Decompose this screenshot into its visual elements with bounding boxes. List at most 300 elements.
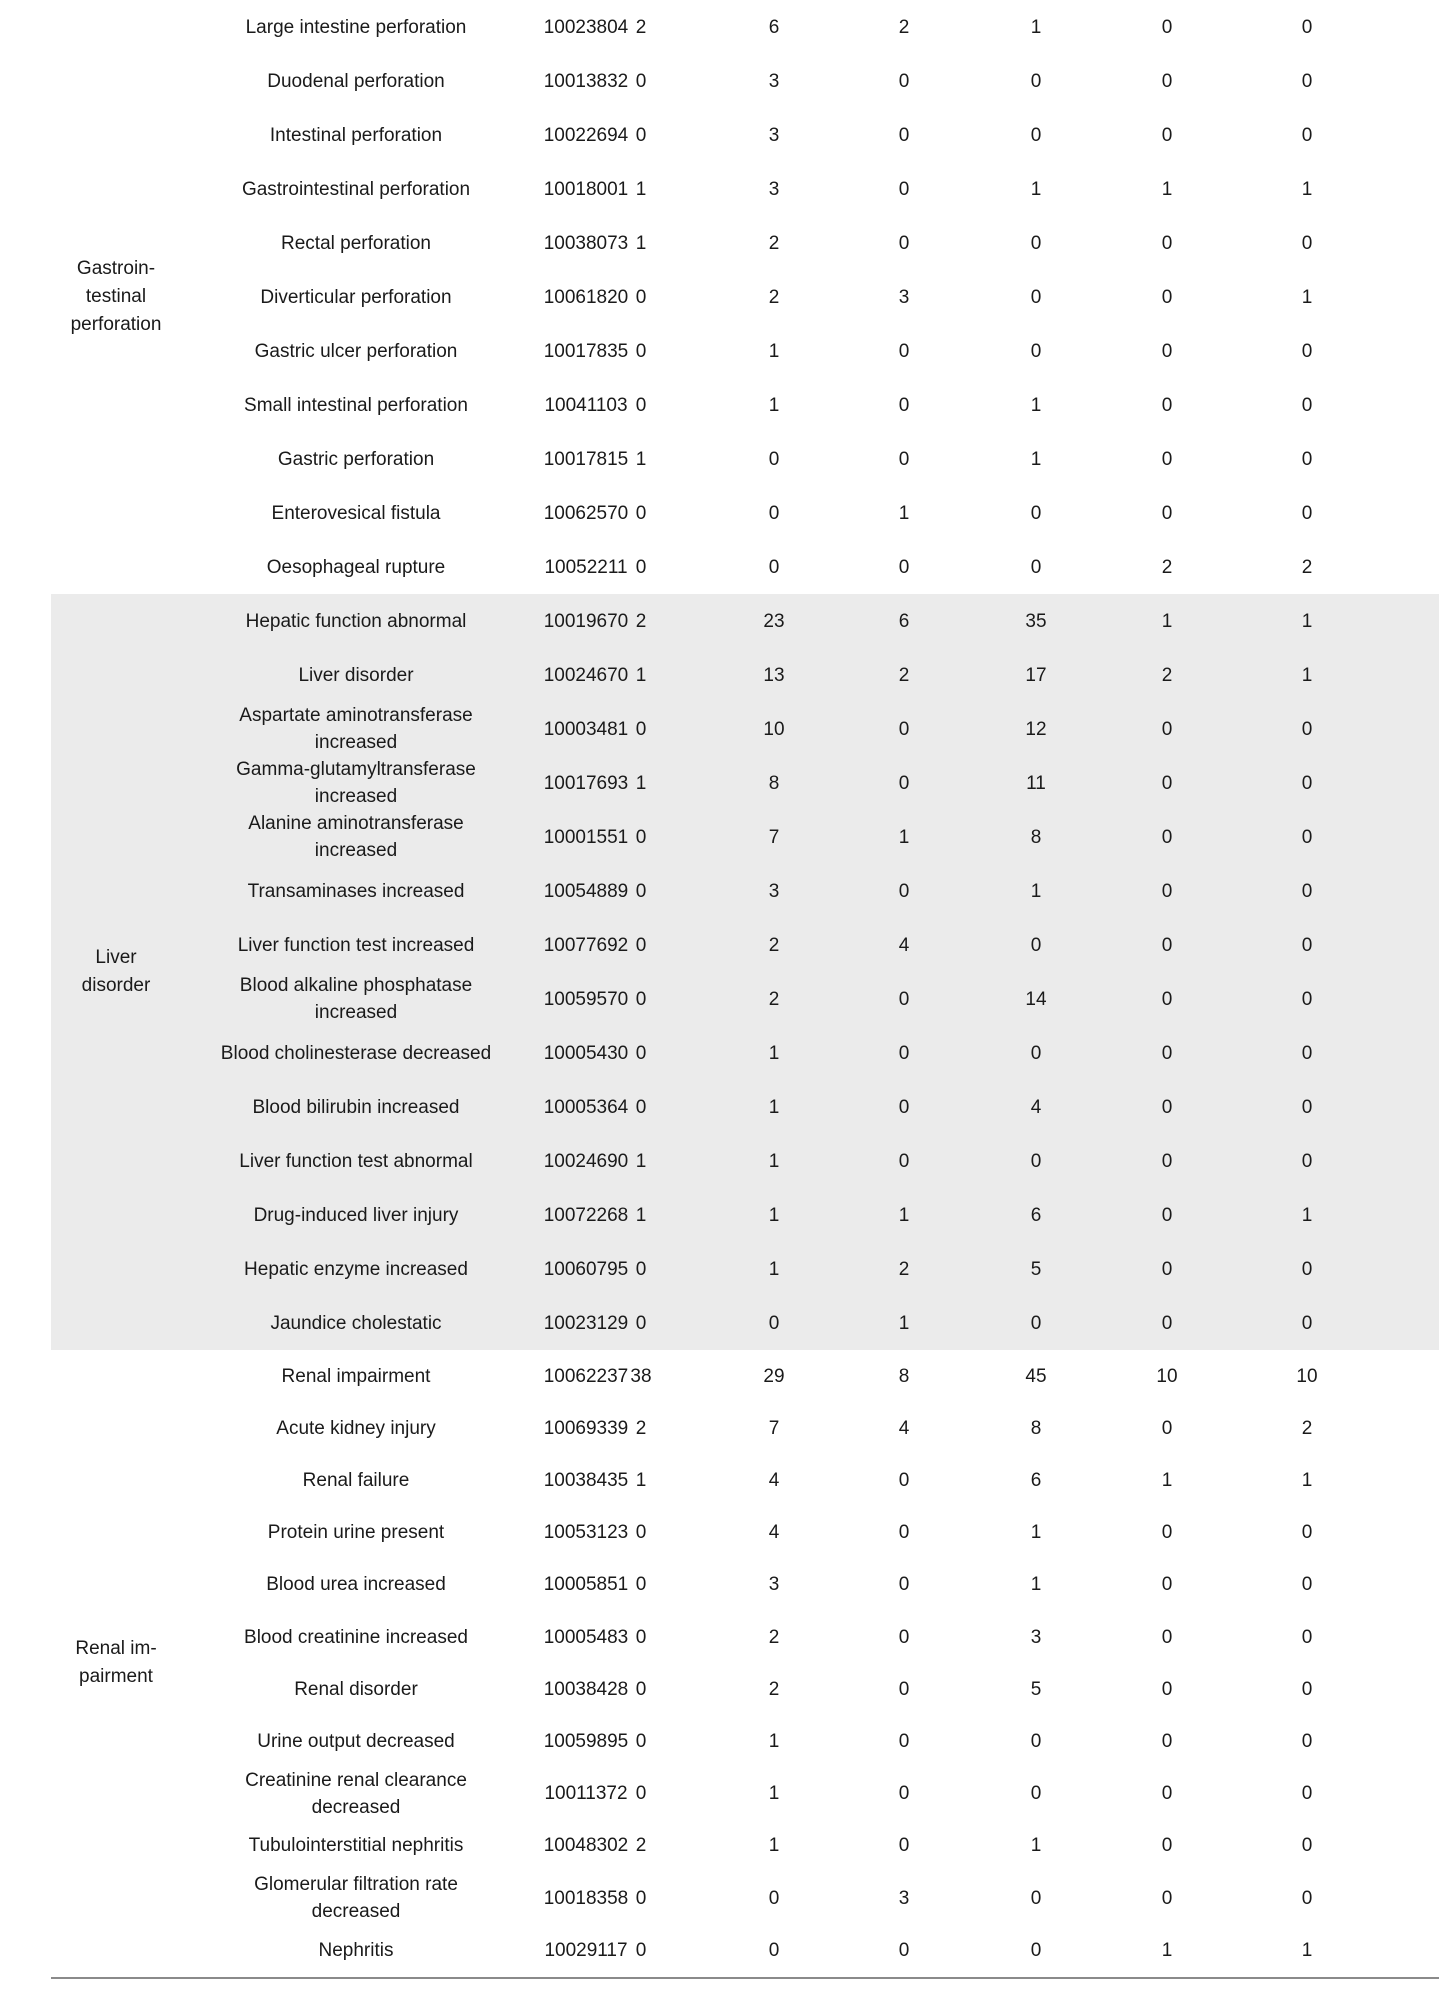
value-cell: 1 [1030,394,1042,416]
value-cell: 14 [1025,988,1047,1010]
value-cell: 1 [898,502,910,524]
value-cell: 0 [1301,1312,1313,1334]
code-cell: 10018001 [543,178,629,200]
value-cell: 1 [635,664,647,686]
table-row [51,1820,1439,1872]
table-row [51,1296,1439,1350]
value-cell: 1 [768,1730,780,1752]
code-cell: 10052211 [544,556,628,578]
table-row [51,1924,1439,1976]
value-cell: 1 [768,1835,780,1857]
code-cell: 10005483 [543,1626,629,1648]
table-row [51,972,1439,1026]
value-cell: 0 [1301,340,1313,362]
value-cell: 6 [1030,1204,1042,1226]
code-cell: 10005430 [543,1042,629,1064]
value-cell: 0 [898,1096,910,1118]
value-cell: 0 [1161,286,1173,308]
value-cell: 1 [768,340,780,362]
value-cell: 0 [1301,70,1313,92]
table-row [51,540,1439,594]
code-cell: 10019670 [543,610,629,632]
value-cell: 0 [635,556,647,578]
value-cell: 0 [898,1150,910,1172]
value-cell: 2 [768,286,780,308]
term-cell: Gastrointestinal perforation [241,178,471,200]
value-cell: 0 [1301,1150,1313,1172]
value-cell: 0 [1161,340,1173,362]
value-cell: 13 [763,664,785,686]
value-cell: 0 [1161,394,1173,416]
value-cell: 0 [635,1096,647,1118]
value-cell: 2 [768,232,780,254]
table-row [51,216,1439,270]
table-row [51,1134,1439,1188]
row-group [51,594,1439,1350]
code-cell: 10003481 [543,718,629,740]
value-cell: 0 [635,1522,647,1544]
term-cell: Tubulointerstitial nephritis [248,1835,464,1857]
code-cell: 10054889 [543,880,629,902]
value-cell: 8 [898,1365,910,1387]
value-cell: 7 [768,826,780,848]
value-cell: 0 [635,1939,647,1961]
value-cell: 0 [635,70,647,92]
value-cell: 2 [635,610,647,632]
term-cell: Blood alkaline phosphatase increased [239,975,473,1023]
value-cell: 0 [898,1042,910,1064]
value-cell: 0 [1301,826,1313,848]
value-cell: 0 [1301,1258,1313,1280]
value-cell: 1 [1301,1939,1313,1961]
value-cell: 12 [1025,718,1047,740]
value-cell: 4 [768,1522,780,1544]
value-cell: 0 [898,772,910,794]
value-cell: 0 [635,1258,647,1280]
value-cell: 4 [768,1469,780,1491]
value-cell: 8 [1030,826,1042,848]
value-cell: 0 [898,70,910,92]
value-cell: 0 [1030,1730,1042,1752]
value-cell: 5 [1030,1258,1042,1280]
value-cell: 1 [898,1312,910,1334]
value-cell: 0 [1301,1522,1313,1544]
table-row [51,1715,1439,1767]
code-cell: 10017815 [543,448,629,470]
value-cell: 0 [898,124,910,146]
table-row [51,1454,1439,1506]
term-cell: Duodenal perforation [267,70,445,92]
code-cell: 10038073 [543,232,629,254]
value-cell: 0 [1161,1835,1173,1857]
value-cell: 0 [635,934,647,956]
value-cell: 0 [898,1574,910,1596]
value-cell: 2 [635,1835,647,1857]
value-cell: 0 [1161,1783,1173,1805]
value-cell: 1 [768,1204,780,1226]
term-cell: Large intestine perforation [245,16,467,38]
value-cell: 1 [1301,1204,1313,1226]
code-cell: 10048302 [543,1835,629,1857]
value-cell: 0 [1161,988,1173,1010]
table-row [51,324,1439,378]
value-cell: 2 [1161,664,1173,686]
value-cell: 1 [1301,664,1313,686]
value-cell: 7 [768,1417,780,1439]
value-cell: 0 [1161,1150,1173,1172]
value-cell: 0 [1161,1096,1173,1118]
value-cell: 0 [898,232,910,254]
value-cell: 0 [1161,502,1173,524]
term-cell: Renal disorder [294,1678,418,1700]
value-cell: 0 [1030,1939,1042,1961]
value-cell: 10 [763,718,785,740]
value-cell: 2 [768,1678,780,1700]
value-cell: 0 [898,1730,910,1752]
value-cell: 1 [1161,178,1173,200]
value-cell: 0 [635,1574,647,1596]
value-cell: 4 [1030,1096,1042,1118]
table-row [51,0,1439,54]
value-cell: 0 [635,718,647,740]
value-cell: 0 [1301,880,1313,902]
code-cell: 10023804 [543,16,629,38]
value-cell: 0 [768,1939,780,1961]
value-cell: 0 [635,286,647,308]
value-cell: 1 [1030,178,1042,200]
value-cell: 0 [635,502,647,524]
term-cell: Rectal perforation [281,232,431,254]
term-cell: Small intestinal perforation [244,394,468,416]
value-cell: 3 [898,286,910,308]
value-cell: 0 [1030,286,1042,308]
value-cell: 2 [768,1626,780,1648]
value-cell: 0 [898,556,910,578]
value-cell: 0 [1030,556,1042,578]
table-row [51,1507,1439,1559]
term-cell: Liver function test increased [237,934,475,956]
value-cell: 0 [898,1469,910,1491]
table-row [51,594,1439,648]
value-cell: 1 [1030,1574,1042,1596]
term-cell: Blood urea increased [266,1574,446,1596]
value-cell: 1 [1030,880,1042,902]
code-cell: 10060795 [543,1258,629,1280]
table-row [51,1188,1439,1242]
value-cell: 8 [768,772,780,794]
value-cell: 0 [1161,1626,1173,1648]
value-cell: 3 [768,70,780,92]
value-cell: 1 [768,1150,780,1172]
value-cell: 0 [1301,934,1313,956]
code-cell: 10038435 [543,1469,629,1491]
value-cell: 3 [768,880,780,902]
value-cell: 3 [898,1887,910,1909]
value-cell: 1 [768,1096,780,1118]
term-cell: Gastric perforation [277,448,435,470]
value-cell: 0 [1161,70,1173,92]
table-row [51,1611,1439,1663]
code-cell: 10013832 [543,70,629,92]
value-cell: 1 [1161,610,1173,632]
value-cell: 17 [1025,664,1047,686]
value-cell: 29 [763,1365,785,1387]
term-cell: Blood creatinine increased [244,1626,468,1648]
value-cell: 0 [1301,1574,1313,1596]
code-cell: 10018358 [543,1887,629,1909]
value-cell: 1 [1030,448,1042,470]
value-cell: 0 [898,448,910,470]
value-cell: 0 [1161,880,1173,902]
value-cell: 1 [1301,178,1313,200]
term-cell: Creatinine renal clearance decreased [245,1769,467,1818]
value-cell: 1 [635,1150,647,1172]
code-cell: 10022694 [543,124,629,146]
value-cell: 0 [1301,448,1313,470]
value-cell: 2 [1301,556,1313,578]
value-cell: 0 [1301,232,1313,254]
table-row [51,756,1439,810]
term-cell: Liver function test abnormal [239,1150,473,1172]
value-cell: 1 [1161,1939,1173,1961]
value-cell: 0 [1030,1312,1042,1334]
value-cell: 2 [898,1258,910,1280]
value-cell: 0 [898,988,910,1010]
value-cell: 35 [1025,610,1047,632]
value-cell: 0 [1301,1783,1313,1805]
table-row [51,270,1439,324]
table-row [51,1080,1439,1134]
code-cell: 10011372 [544,1783,628,1805]
value-cell: 0 [1161,934,1173,956]
term-cell: Hepatic enzyme increased [244,1258,468,1280]
value-cell: 0 [635,826,647,848]
value-cell: 0 [1161,1887,1173,1909]
term-cell: Oesophageal rupture [266,556,446,578]
term-cell: Enterovesical fistula [271,502,441,524]
row-group [51,1350,1439,1976]
value-cell: 0 [1030,340,1042,362]
value-cell: 1 [635,1469,647,1491]
value-cell: 0 [1301,1730,1313,1752]
value-cell: 0 [1161,1312,1173,1334]
table-row [51,162,1439,216]
value-cell: 3 [768,178,780,200]
code-cell: 10029117 [544,1939,628,1961]
value-cell: 11 [1026,772,1046,794]
value-cell: 0 [635,1783,647,1805]
table-row [51,702,1439,756]
value-cell: 0 [1161,1522,1173,1544]
value-cell: 1 [768,1042,780,1064]
value-cell: 2 [635,16,647,38]
table-row [51,648,1439,702]
value-cell: 1 [768,394,780,416]
value-cell: 0 [1030,232,1042,254]
term-cell: Urine output decreased [257,1730,455,1752]
value-cell: 0 [1301,124,1313,146]
value-cell: 0 [1161,1730,1173,1752]
table-row [51,1768,1439,1820]
value-cell: 2 [898,16,910,38]
value-cell: 0 [1161,232,1173,254]
value-cell: 1 [1301,286,1313,308]
value-cell: 0 [635,1626,647,1648]
value-cell: 0 [898,1939,910,1961]
term-cell: Aspartate aminotransferase increased [239,705,473,753]
value-cell: 0 [635,340,647,362]
value-cell: 0 [1301,394,1313,416]
term-cell: Alanine aminotransferase increased [248,813,464,861]
table-row [51,1026,1439,1080]
code-cell: 10023129 [543,1312,629,1334]
value-cell: 0 [1301,1096,1313,1118]
value-cell: 0 [898,340,910,362]
value-cell: 3 [1030,1626,1042,1648]
code-cell: 10005364 [543,1096,629,1118]
term-cell: Blood bilirubin increased [252,1096,460,1118]
value-cell: 1 [635,232,647,254]
value-cell: 0 [1161,1258,1173,1280]
term-cell: Liver disorder [298,664,414,686]
value-cell: 0 [635,1042,647,1064]
value-cell: 0 [1161,718,1173,740]
value-cell: 0 [898,1783,910,1805]
value-cell: 0 [635,394,647,416]
term-cell: Intestinal perforation [269,124,443,146]
value-cell: 1 [1030,16,1042,38]
value-cell: 0 [1301,1678,1313,1700]
value-cell: 0 [1301,772,1313,794]
value-cell: 0 [635,880,647,902]
value-cell: 0 [1161,1042,1173,1064]
term-cell: Transaminases increased [247,880,465,902]
value-cell: 10 [1156,1365,1178,1387]
value-cell: 6 [1030,1469,1042,1491]
value-cell: 3 [768,124,780,146]
value-cell: 10 [1296,1365,1318,1387]
value-cell: 1 [1301,1469,1313,1491]
value-cell: 0 [1161,1204,1173,1226]
code-cell: 10061820 [543,286,629,308]
table-row [51,378,1439,432]
value-cell: 0 [768,1887,780,1909]
table-row [51,864,1439,918]
code-cell: 10038428 [543,1678,629,1700]
table-row [51,1402,1439,1454]
group-label: Renal im- pairment [75,1638,157,1687]
value-cell: 23 [763,610,785,632]
value-cell: 0 [898,394,910,416]
value-cell: 1 [635,448,647,470]
term-cell: Renal impairment [281,1365,431,1387]
value-cell: 8 [1030,1417,1042,1439]
value-cell: 1 [768,1258,780,1280]
table-row [51,486,1439,540]
value-cell: 45 [1025,1365,1047,1387]
table-row [51,1663,1439,1715]
code-cell: 10017835 [543,340,629,362]
value-cell: 3 [768,1574,780,1596]
value-cell: 0 [635,1312,647,1334]
value-cell: 6 [768,16,780,38]
group-label: Gastroin- testinal perforation [70,258,162,335]
value-cell: 0 [1030,1887,1042,1909]
value-cell: 1 [1161,1469,1173,1491]
value-cell: 0 [1030,1042,1042,1064]
code-cell: 10053123 [543,1522,629,1544]
value-cell: 1 [1301,610,1313,632]
code-cell: 10059570 [543,988,629,1010]
group-label: Liver disorder [81,947,151,996]
code-cell: 10001551 [543,826,629,848]
term-cell: Diverticular perforation [260,286,452,308]
value-cell: 0 [1301,988,1313,1010]
term-cell: Blood cholinesterase decreased [220,1042,492,1064]
value-cell: 1 [1030,1522,1042,1544]
value-cell: 0 [1161,772,1173,794]
value-cell: 0 [635,988,647,1010]
value-cell: 2 [768,934,780,956]
value-cell: 1 [635,1204,647,1226]
value-cell: 0 [1030,502,1042,524]
table-bottom-rule [51,1977,1439,1979]
code-cell: 10072268 [543,1204,629,1226]
term-cell: Renal failure [302,1469,410,1491]
value-cell: 1 [768,1783,780,1805]
value-cell: 0 [1301,16,1313,38]
value-cell: 2 [1301,1417,1313,1439]
value-cell: 2 [898,664,910,686]
value-cell: 0 [1161,1417,1173,1439]
value-cell: 0 [635,1730,647,1752]
value-cell: 6 [898,610,910,632]
value-cell: 1 [635,178,647,200]
term-cell: Nephritis [318,1939,394,1961]
value-cell: 0 [898,718,910,740]
table-row [51,1350,1439,1402]
code-cell: 10024670 [543,664,629,686]
table-row [51,810,1439,864]
value-cell: 2 [768,988,780,1010]
value-cell: 0 [1301,718,1313,740]
value-cell: 0 [1030,1783,1042,1805]
value-cell: 1 [898,826,910,848]
term-cell: Drug-induced liver injury [253,1204,459,1226]
code-cell: 10062237 [543,1365,629,1387]
value-cell: 4 [898,934,910,956]
value-cell: 0 [898,1678,910,1700]
value-cell: 1 [635,772,647,794]
value-cell: 0 [1161,16,1173,38]
code-cell: 10041103 [544,394,628,416]
value-cell: 0 [768,448,780,470]
table-row [51,1872,1439,1924]
value-cell: 0 [768,556,780,578]
value-cell: 0 [1161,1678,1173,1700]
code-cell: 10062570 [543,502,629,524]
value-cell: 0 [1301,1835,1313,1857]
value-cell: 0 [898,1626,910,1648]
value-cell: 0 [898,880,910,902]
table-row [51,108,1439,162]
value-cell: 0 [768,1312,780,1334]
row-group [51,0,1439,594]
term-cell: Jaundice cholestatic [270,1312,442,1334]
code-cell: 10069339 [543,1417,629,1439]
table-row [51,918,1439,972]
value-cell: 0 [635,124,647,146]
